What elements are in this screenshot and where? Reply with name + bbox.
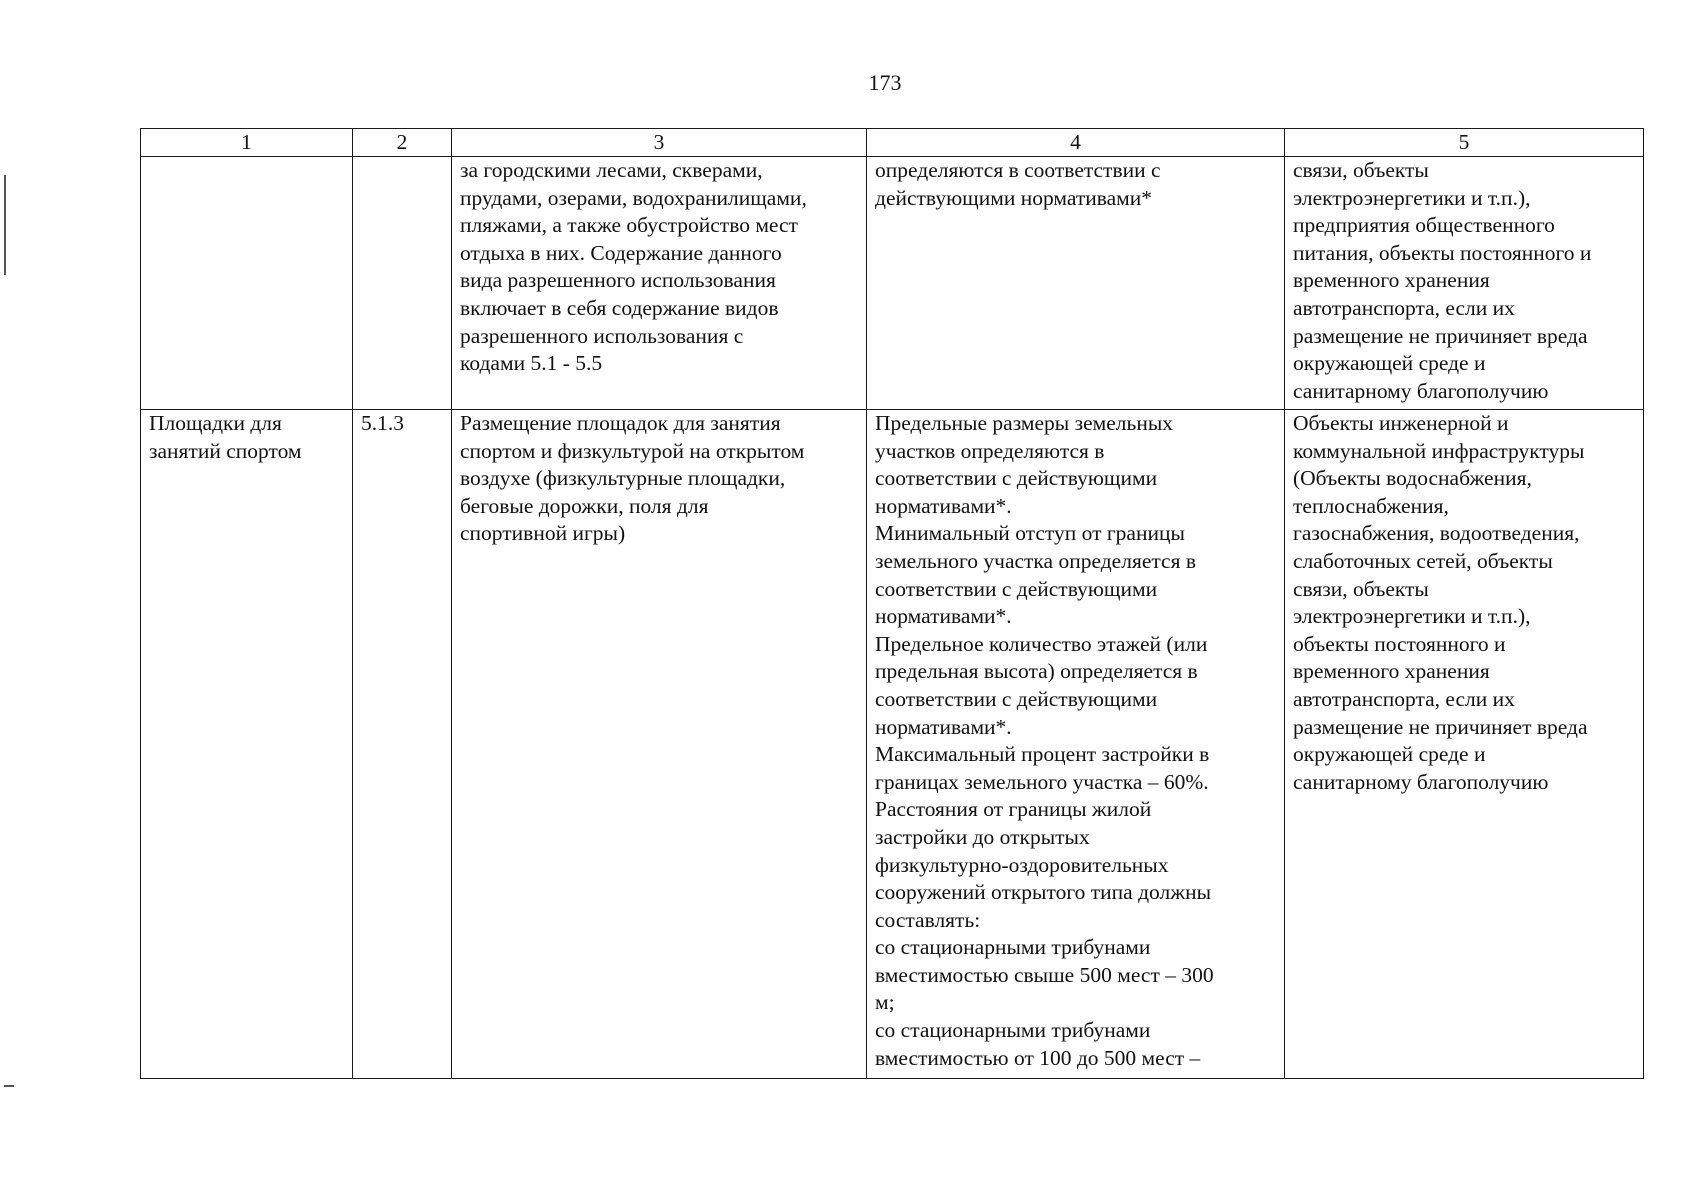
text-line: предельная высота) определяется в <box>875 659 1198 684</box>
text-line: участков определяются в <box>875 438 1105 463</box>
text-line: определяются в соответствии с <box>875 158 1161 182</box>
text-line: окружающей среде и <box>1293 351 1486 376</box>
text-line: Максимальный процент застройки в <box>875 742 1210 767</box>
text-line: слаботочных сетей, объекты <box>1293 548 1553 573</box>
text-line: (Объекты водоснабжения, <box>1293 466 1532 491</box>
use-description-cell <box>452 410 867 1079</box>
text-line: коммунальной инфраструктуры <box>1293 438 1585 463</box>
page-number: 173 <box>868 70 902 95</box>
text-line: составлять: <box>875 907 981 932</box>
text-line: связи, объекты <box>1293 158 1429 182</box>
use-description-cell <box>452 157 867 410</box>
text-line: нормативами*. <box>875 604 1012 629</box>
text-line: Предельные размеры земельных <box>875 411 1174 435</box>
text-line: временного хранения <box>1293 268 1490 293</box>
text-line: объекты постоянного и <box>1293 631 1506 656</box>
text-line: физкультурно-оздоровительных <box>875 852 1169 877</box>
text-line: нормативами*. <box>875 714 1012 739</box>
text-line: Расстояния от границы жилой <box>875 797 1152 822</box>
text-line: размещение не причиняет вреда <box>1293 714 1588 739</box>
text-line: теплоснабжения, <box>1293 493 1449 518</box>
text-line: санитарному благополучию <box>1293 769 1549 794</box>
text-line: нормативами*. <box>875 493 1012 518</box>
text-line: застройки до открытых <box>875 824 1090 849</box>
parameters-cell <box>867 157 1285 410</box>
text-line: соответствии с действующими <box>875 576 1158 601</box>
text-line: питания, объекты постоянного и <box>1293 240 1592 265</box>
text-line: связи, объекты <box>1293 576 1429 601</box>
column-header: 1 <box>141 129 353 157</box>
column-header: 2 <box>353 129 452 157</box>
column-header: 3 <box>452 129 867 157</box>
text-line: границах земельного участка – 60%. <box>875 769 1209 794</box>
parameters-cell <box>867 410 1285 1079</box>
text-line: со стационарными трибунами <box>875 935 1151 960</box>
auxiliary-uses-cell <box>1285 157 1644 410</box>
left-margin-mark <box>4 1085 14 1087</box>
text-line: сооружений открытого типа должны <box>875 880 1212 905</box>
text-line: м; <box>875 990 895 1015</box>
text-line: спортивной игры) <box>460 521 626 546</box>
text-line: Предельное количество этажей (или <box>875 631 1208 656</box>
auxiliary-uses-cell <box>1285 410 1644 1079</box>
use-code-cell <box>353 410 452 1079</box>
text-line: разрешенного использования с <box>460 323 744 348</box>
column-header: 4 <box>867 129 1285 157</box>
table-row <box>141 157 1644 410</box>
text-line: соответствии с действующими <box>875 686 1158 711</box>
text-line: Размещение площадок для занятия <box>460 411 781 435</box>
text-line: временного хранения <box>1293 659 1490 684</box>
text-line: беговые дорожки, поля для <box>460 493 709 518</box>
text-line: Площадки для <box>149 411 282 435</box>
text-line: вместимостью от 100 до 500 мест – <box>875 1045 1201 1070</box>
text-line: электроэнергетики и т.п.), <box>1293 185 1531 210</box>
text-line: соответствии с действующими <box>875 466 1158 491</box>
text-line: размещение не причиняет вреда <box>1293 323 1588 348</box>
use-code-cell <box>353 157 452 410</box>
text-line: вместимостью свыше 500 мест – 300 <box>875 962 1214 987</box>
table-header-row <box>141 129 1644 157</box>
use-name-cell <box>141 410 353 1079</box>
table-row <box>141 410 1644 1079</box>
text-line: вида разрешенного использования <box>460 268 776 293</box>
text-line: санитарному благополучию <box>1293 378 1549 403</box>
text-line: включает в себя содержание видов <box>460 295 779 320</box>
text-line: отдыха в них. Содержание данного <box>460 240 782 265</box>
column-header: 5 <box>1285 129 1644 157</box>
text-line: окружающей среде и <box>1293 742 1486 767</box>
use-code: 5.1.3 <box>361 411 404 435</box>
text-line: земельного участка определяется в <box>875 548 1196 573</box>
text-line: автотранспорта, если их <box>1293 686 1515 711</box>
text-line: Минимальный отступ от границы <box>875 521 1185 546</box>
text-line: пляжами, а также обустройство мест <box>460 213 798 238</box>
text-line: Объекты инженерной и <box>1293 411 1509 435</box>
text-line: со стационарными трибунами <box>875 1018 1151 1043</box>
text-line: занятий спортом <box>149 438 302 463</box>
text-line: кодами 5.1 - 5.5 <box>460 351 603 376</box>
text-line: воздухе (физкультурные площадки, <box>460 466 786 491</box>
left-margin-mark <box>4 175 6 275</box>
text-line: спортом и физкультурой на открытом <box>460 438 805 463</box>
text-line: автотранспорта, если их <box>1293 295 1515 320</box>
text-line: электроэнергетики и т.п.), <box>1293 604 1531 629</box>
use-name-cell <box>141 157 353 410</box>
text-line: газоснабжения, водоотведения, <box>1293 521 1580 546</box>
text-line: за городскими лесами, скверами, <box>460 158 763 182</box>
text-line: прудами, озерами, водохранилищами, <box>460 185 807 210</box>
text-line: действующими нормативами* <box>875 185 1153 210</box>
text-line: предприятия общественного <box>1293 213 1555 238</box>
land-use-table <box>140 128 1644 1079</box>
